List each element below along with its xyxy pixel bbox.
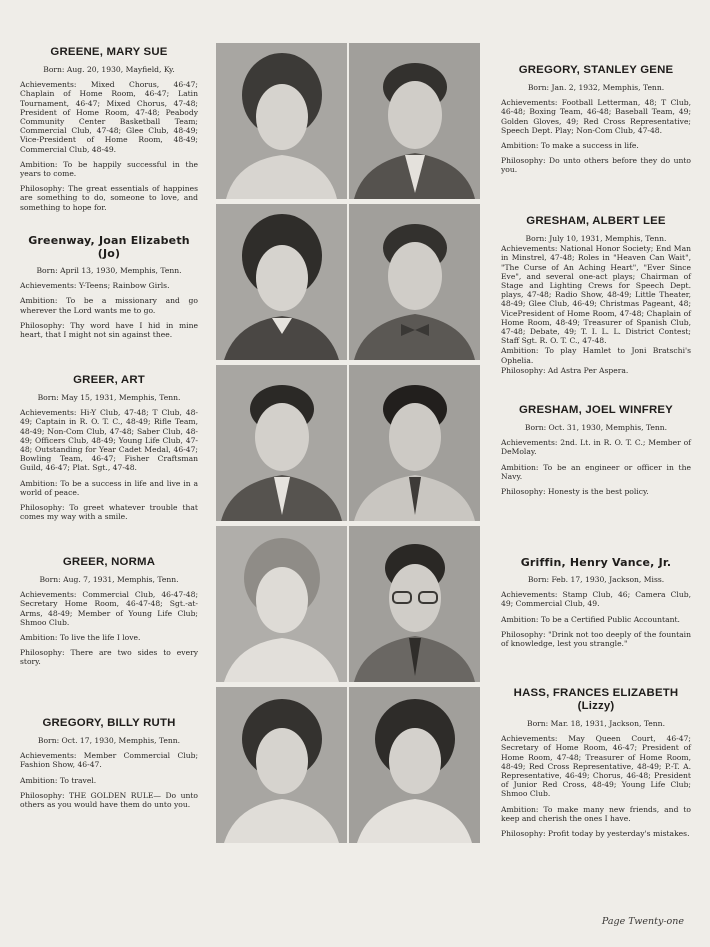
ambition: Ambition: To play Hamlet to Joni Bratschi's Ophelia.: [501, 346, 691, 365]
birth-info: Born: May 15, 1931, Memphis, Tenn.: [37, 393, 181, 402]
entry-greenway-joan: [20, 234, 198, 345]
ambition: Ambition: To travel.: [20, 775, 97, 785]
philosophy: Philosophy: Ad Astra Per Aspera.: [501, 365, 629, 375]
achievements: Achievements: Y-Teens; Rainbow Girls.: [20, 281, 170, 291]
portrait-photo: [216, 687, 347, 843]
student-nickname: (Lizzy): [577, 700, 615, 712]
birth-info: Born: July 10, 1931, Memphis, Tenn.: [525, 234, 667, 243]
portrait-photo: [216, 204, 347, 360]
achievements: Achievements: Mixed Chorus, 46-47; Chaplain of Home Room, 46-47; Latin Tournament, 46-47; Mixed Chorus, 47-48; President of Home Room, 47-48; Peabody Community Center Basketball Team; Commercial Club, 47-48; Glee Club, 48-49; Vice-President of Home Room, 48-49; Commercial Club, 48-49.: [20, 80, 198, 154]
portrait-photo: [216, 526, 347, 682]
student-name: Griffin, Henry Vance, Jr.: [520, 556, 672, 569]
ambition: Ambition: To be a success in life and live in a world of peace.: [20, 478, 198, 497]
ambition: Ambition: To make many new friends, and to keep and cherish the ones I have.: [501, 804, 691, 823]
ambition: Ambition: To make a success in life.: [501, 141, 639, 151]
birth-info: Born: Oct. 31, 1930, Memphis, Tenn.: [524, 423, 668, 432]
achievements: Achievements: Member Commercial Club; Fashion Show, 46-47.: [20, 751, 198, 770]
student-name-text: HASS, FRANCES ELIZABETH: [513, 687, 679, 699]
page-number: Page Twenty-one: [601, 916, 684, 927]
philosophy: Philosophy: Do unto others before they do unto you.: [501, 156, 691, 175]
achievements: Achievements: Football Letterman, 48; T Club, 46-48; Boxing Team, 46-48; Baseball Team, 49; Golden Gloves, 49; Red Cross Representative; Speech Dept. Play; Non-Com Club, 47-48.: [501, 98, 691, 135]
portrait-photo: [349, 43, 480, 199]
birth-info: Born: Feb. 17, 1930, Jackson, Miss.: [527, 575, 665, 584]
student-name: GREGORY, STANLEY GENE: [518, 64, 674, 76]
achievements: Achievements: Commercial Club, 46-47-48; Secretary Home Room, 46-47-48; Sgt.-at-Arms, 48-49; Member of Young Life Club; Shmoo Club.: [20, 590, 198, 627]
portrait-photo: [349, 687, 480, 843]
entry-hass-frances-elizabeth: [501, 687, 691, 844]
philosophy: Philosophy: Honesty is the best policy.: [501, 487, 649, 497]
birth-info: Born: Aug. 20, 1930, Mayfield, Ky.: [43, 65, 175, 74]
entry-gregory-stanley-gene: [501, 64, 691, 181]
birth-info: Born: April 13, 1930, Memphis, Tenn.: [36, 266, 182, 275]
achievements: Achievements: National Honor Society; End Man in Minstrel, 47-48; Roles in "Heaven Can Wait", "The Curse of An Aching Heart", "Ever Since Eve", and several one-act plays; Chairman of Stage and Lighting Crews for Speech Dept. plays, 47-48; Radio Show, 48-49; Little Theater, 48-49; Glee Club, 46-49; Christmas Pageant, 48; VicePresident of Home Room, 47-48; Chaplain of Home Room, 48-49; Treasurer of Spanish Club, 47-48; Debate, 49; T. I. L. L. District Contest; Staff Sgt. R. O. T. C., 47-48.: [501, 244, 691, 346]
student-name: GRESHAM, JOEL WINFREY: [519, 404, 673, 416]
portrait-photo: [349, 204, 480, 360]
portrait-photo: [216, 43, 347, 199]
student-name: GREGORY, BILLY RUTH: [42, 717, 176, 729]
entry-gregory-billy-ruth: [20, 717, 198, 815]
portrait-photo: [349, 526, 480, 682]
birth-info: Born: Jan. 2, 1932, Memphis, Tenn.: [527, 83, 665, 92]
philosophy: Philosophy: Profit today by yesterday's mistakes.: [501, 829, 690, 839]
birth-info: Born: Mar. 18, 1931, Jackson, Tenn.: [527, 719, 665, 728]
birth-info: Born: Aug. 7, 1931, Memphis, Tenn.: [39, 575, 179, 584]
entry-greer-art: [20, 374, 198, 527]
philosophy: Philosophy: Thy word have I hid in mine heart, that I might not sin against thee.: [20, 320, 198, 340]
achievements: Achievements: Stamp Club, 46; Camera Club, 49; Commercial Club, 49.: [501, 590, 691, 609]
ambition: Ambition: To be happily successful in the years to come.: [20, 159, 198, 179]
student-name: GRESHAM, ALBERT LEE: [526, 215, 666, 227]
entry-griffin-henry-vance: [501, 556, 691, 654]
achievements: Achievements: Hi-Y Club, 47-48; T Club, 48-49; Captain in R. O. T. C., 48-49; Rifle Team, 48-49; Non-Com Club, 47-48; Saber Club, 48-49; Officers Club, 48-49; Young Life Club, 47-48; Outstanding for Year Cadet Medal, 46-47; Bowling Team, 46-47; Fisher Craftsman Guild, 46-47; Plat. Sgt., 47-48.: [20, 408, 198, 473]
ambition: Ambition: To be a Certified Public Accountant.: [501, 614, 680, 624]
philosophy: Philosophy: The great essentials of happines are something to do, someone to love, and something to hope for.: [20, 184, 198, 212]
achievements: Achievements: 2nd. Lt. in R. O. T. C.; Member of DeMolay.: [501, 438, 691, 457]
student-name: Greenway, Joan Elizabeth (Jo): [28, 234, 190, 260]
ambition: Ambition: To be a missionary and go wherever the Lord wants me to go.: [20, 296, 198, 315]
entry-gresham-joel-winfrey: [501, 404, 691, 502]
philosophy: Philosophy: THE GOLDEN RULE— Do unto others as you would have them do unto you.: [20, 790, 198, 810]
student-name: GREENE, MARY SUE: [50, 46, 168, 58]
birth-info: Born: Oct. 17, 1930, Memphis, Tenn.: [37, 736, 181, 745]
entry-greene-mary-sue: [20, 46, 198, 218]
student-name: GREER, ART: [73, 374, 145, 386]
student-name: GREER, NORMA: [62, 556, 156, 568]
ambition: Ambition: To live the life I love.: [20, 633, 141, 643]
entry-greer-norma: [20, 556, 198, 673]
ambition: Ambition: To be an engineer or officer in the Navy.: [501, 462, 691, 481]
entry-gresham-albert-lee: [501, 215, 691, 381]
philosophy: Philosophy: There are two sides to every story.: [20, 648, 198, 667]
philosophy: Philosophy: To greet whatever trouble that comes my way with a smile.: [20, 503, 198, 522]
student-name: [501, 687, 691, 713]
portrait-photo: [216, 365, 347, 521]
portrait-photo: [349, 365, 480, 521]
achievements: Achievements: May Queen Court, 46-47; Secretary of Home Room, 46-47; President of Home Room, 47-48; Treasurer of Home Room, 48-49; Red Cross Representative, 48-49; P.-T. A. Representative, 46-49; Chorus, 46-48; President of Junior Red Cross, 48-49; Young Life Club; Shmoo Club.: [501, 734, 691, 799]
philosophy: Philosophy: "Drink not too deeply of the fountain of knowledge, lest you strangle.": [501, 629, 691, 649]
